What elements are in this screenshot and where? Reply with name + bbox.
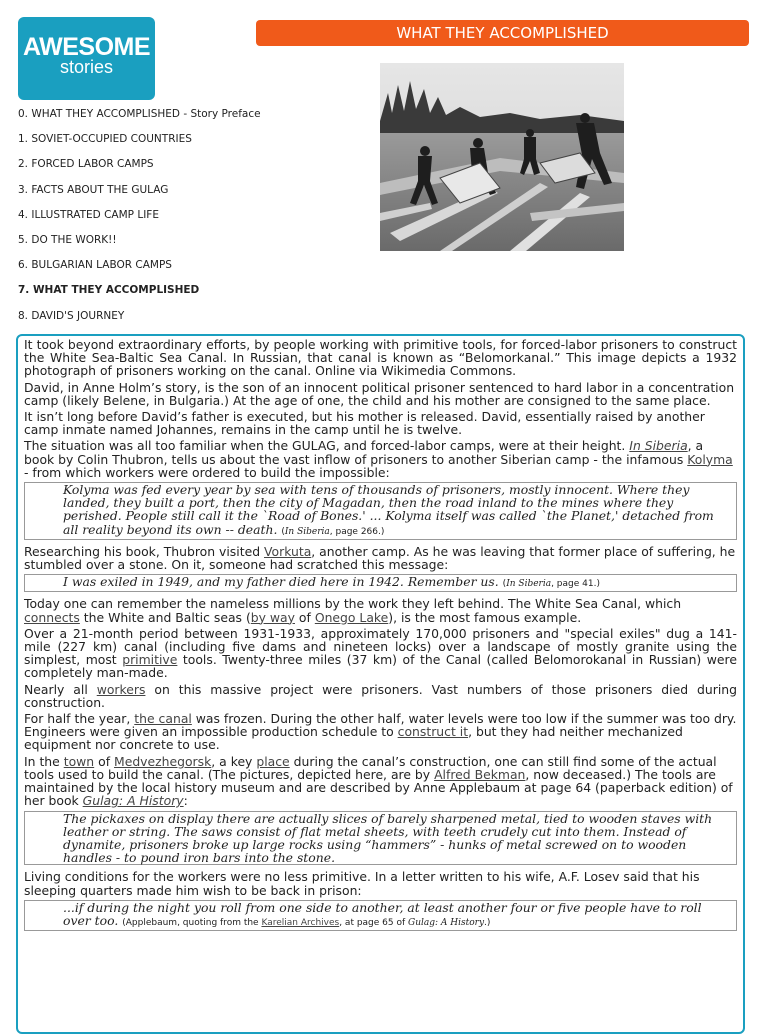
toc-item[interactable]: 5. DO THE WORK!! bbox=[18, 233, 117, 246]
text: Today one can remember the nameless millions by the work they left behind. The White Sea Canal, which bbox=[24, 596, 682, 612]
text: of bbox=[294, 609, 315, 625]
quote-text: The pickaxes on display there are actually slices of barely sharpened metal, tied to wooden staves with leather or string. The saws consist of flat metal sheets, with teeth crudely cut into them. Instead of dynamite, prisoners broke up large rocks using “hammers” - hunks of metal screwed on to wooden handles - to pound iron bars into the stone. bbox=[63, 810, 713, 866]
link-workers[interactable]: workers bbox=[96, 681, 146, 697]
article-body bbox=[16, 334, 745, 1034]
quote-remember-us bbox=[24, 574, 737, 592]
paragraph bbox=[24, 627, 737, 680]
paragraph bbox=[24, 683, 737, 709]
quote-citation bbox=[281, 527, 384, 537]
text: In the bbox=[24, 753, 64, 769]
text: Over a 21-month period between 1931-1933, approximately 170,000 prisoners and "special exiles" dug a 141-mile (227 km) canal (including five dams and nineteen locks) over a landscape of mostly granite using the simplest, most bbox=[24, 625, 737, 668]
link-the-canal[interactable]: the canal bbox=[134, 711, 192, 727]
text: of bbox=[94, 753, 114, 769]
link-town[interactable]: town bbox=[63, 753, 95, 769]
paragraph: Living conditions for the workers were no less primitive. In a letter written to his wife, A.F. Losev said that his sleeping quarters made him wish to be back in prison: bbox=[24, 869, 700, 898]
paragraph bbox=[24, 712, 737, 752]
intro-paragraph: It took beyond extraordinary efforts, by people working with primitive tools, for forced-labor prisoners to construct the White Sea-Baltic Sea Canal. In Russian, that canal is known as “Belomorkanal.” This image depicts a 1932 photograph of prisoners working on the canal. Online via Wikimedia Commons. bbox=[24, 337, 737, 379]
paragraph bbox=[24, 439, 737, 479]
quote-tools bbox=[24, 811, 737, 866]
toc-item[interactable]: 2. FORCED LABOR CAMPS bbox=[18, 158, 154, 171]
chapter-list bbox=[18, 108, 348, 335]
text: : bbox=[183, 793, 188, 809]
toc-item-active[interactable]: 7. WHAT THEY ACCOMPLISHED bbox=[18, 284, 200, 297]
cite-text: , page 41.) bbox=[551, 579, 600, 590]
text: , another camp. As he was leaving that former place of suffering, he stumbled over a stone. On it, someone had scratched this message: bbox=[24, 543, 736, 573]
quote-kolyma bbox=[24, 482, 737, 540]
text: Researching his book, Thubron visited bbox=[24, 543, 264, 559]
text: was frozen. During the other half, water levels were too low if the summer was too dry. Engineers were given an impossible production schedule to bbox=[24, 711, 737, 740]
paragraph: It isn’t long before David’s father is executed, but his mother is released. David, essentially raised by another camp inmate named Johannes, remains in the camp until he is twelve. bbox=[24, 409, 705, 438]
cite-text: , page 266.) bbox=[329, 526, 385, 537]
toc-item[interactable]: 0. WHAT THEY ACCOMPLISHED - Story Preface bbox=[18, 108, 261, 120]
cite-text: (Applebaum, quoting from the bbox=[122, 917, 262, 928]
link-karelian-archives[interactable]: Karelian Archives bbox=[261, 917, 340, 928]
cite-text: ( bbox=[502, 579, 507, 590]
cite-title: In Siberia bbox=[284, 526, 330, 537]
awesome-stories-logo[interactable] bbox=[18, 17, 155, 100]
quote-text: Kolyma was fed every year by sea with tens of thousands of prisoners, mostly innocent. Where they landed, they built a port, then the city of Magadan, then the road inland to the mines where they perished. People still call it the `Road of Bones.' ... Kolyma itself was called `the Planet,' detached from all reality beyond its own -- death. bbox=[63, 482, 714, 537]
link-place[interactable]: place bbox=[256, 753, 290, 769]
link-medvezhegorsk[interactable]: Medvezhegorsk bbox=[114, 753, 212, 769]
link-construct-it[interactable]: construct it bbox=[397, 724, 469, 740]
link-onego-lake[interactable]: Onego Lake bbox=[314, 609, 389, 625]
toc-item[interactable]: 6. BULGARIAN LABOR CAMPS bbox=[18, 259, 172, 272]
chapter-title-bar: WHAT THEY ACCOMPLISHED bbox=[256, 20, 749, 46]
quote-losev bbox=[24, 900, 737, 931]
link-alfred-bekman[interactable]: Alfred Bekman bbox=[434, 766, 526, 782]
link-connects[interactable]: connects bbox=[24, 609, 80, 625]
text: tools. Twenty-three miles (37 km) of the Canal (called Belomorokanal in Russian) were completely man-made. bbox=[24, 652, 737, 681]
link-kolyma[interactable]: Kolyma bbox=[687, 451, 733, 467]
link-primitive[interactable]: primitive bbox=[122, 652, 178, 668]
logo-wordmark: AWESOME bbox=[22, 33, 151, 61]
text: ), is the most famous example. bbox=[388, 609, 582, 625]
text: , a key bbox=[211, 753, 257, 769]
link-vorkuta[interactable]: Vorkuta bbox=[264, 543, 312, 559]
cite-text: ( bbox=[281, 526, 285, 537]
text: on this massive project were prisoners. Vast numbers of those prisoners died during construction. bbox=[24, 681, 738, 710]
toc-item[interactable]: 3. FACTS ABOUT THE GULAG bbox=[18, 183, 169, 196]
link-gulag-a-history[interactable]: Gulag: A History bbox=[82, 793, 184, 809]
canal-workers-photo bbox=[380, 63, 624, 251]
quote-citation bbox=[122, 918, 490, 928]
paragraph bbox=[24, 545, 737, 571]
quote-text: I was exiled in 1949, and my father died here in 1942. Remember us. bbox=[63, 574, 499, 590]
text: , but they had neither mechanized equipment nor concrete to use. bbox=[24, 724, 683, 753]
text: - from which workers were ordered to build the impossible: bbox=[24, 464, 390, 480]
link-in-siberia[interactable]: In Siberia bbox=[629, 438, 688, 454]
text: during the canal’s construction, one can still find some of the actual tools used to build the canal. (The pictures, depicted here, are by bbox=[24, 753, 717, 782]
quote-text: ...if during the night you roll from one side to another, at least another four or five people have to roll over too. bbox=[63, 899, 702, 928]
paragraph bbox=[24, 755, 737, 808]
logo-subtitle: stories bbox=[59, 57, 113, 77]
cite-text: .) bbox=[484, 917, 491, 928]
text: For half the year, bbox=[24, 711, 135, 727]
link-by-way[interactable]: by way bbox=[250, 609, 295, 625]
text: The situation was all too familiar when the GULAG, and forced-labor camps, were at their height. bbox=[24, 438, 630, 454]
quote-citation bbox=[503, 579, 600, 589]
cite-title: In Siberia bbox=[506, 579, 552, 590]
toc-item[interactable]: 1. SOVIET-OCCUPIED COUNTRIES bbox=[18, 133, 192, 146]
paragraph: David, in Anne Holm’s story, is the son of an innocent political prisoner sentenced to hard labor in a concentration camp (likely Belene, in Bulgaria.) At the age of one, the child and his mother are consigned to the same place. bbox=[24, 379, 735, 408]
text: , a book by Colin Thubron, tells us about the vast inflow of prisoners to another Siberian camp - the infamous bbox=[24, 438, 704, 467]
text: Nearly all bbox=[24, 681, 97, 697]
toc-item[interactable]: 8. DAVID'S JOURNEY bbox=[18, 309, 125, 322]
cite-title: Gulag: A History bbox=[408, 917, 485, 928]
text: , now deceased.) The tools are maintained by the local history museum and are described by Anne Applebaum at page 64 (paperback edition) of her book bbox=[24, 766, 733, 809]
cite-text: , at page 65 of bbox=[339, 917, 409, 928]
text: the White and Baltic seas ( bbox=[79, 609, 251, 625]
toc-item[interactable]: 4. ILLUSTRATED CAMP LIFE bbox=[18, 208, 159, 221]
paragraph bbox=[24, 597, 737, 623]
